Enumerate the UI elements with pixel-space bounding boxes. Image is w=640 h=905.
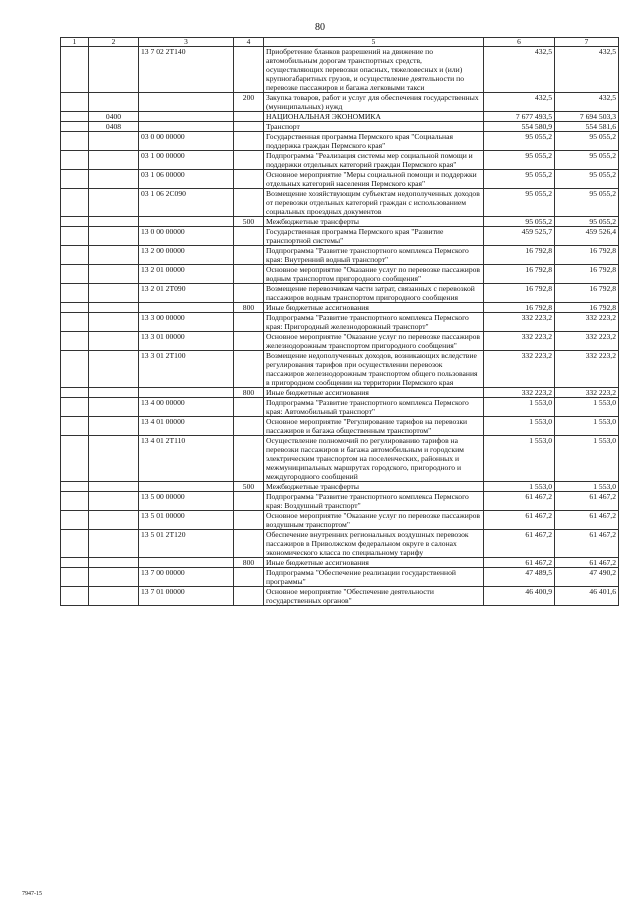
cell-expense-type [234, 587, 264, 606]
column-header: 7 [555, 38, 619, 47]
cell-description: Возмещение недополученных доходов, возникающих вследствие регулирования тарифов при осуществлении перевозок пассажиров железнодорожным транспортом общего пользования в пригородном сообщении на территории Пермского края [264, 351, 484, 388]
cell-description: Подпрограмма "Развитие транспортного комплекса Пермского края: Воздушный транспорт" [264, 492, 484, 511]
cell-expense-type: 200 [234, 93, 264, 112]
table-row [61, 93, 619, 112]
cell-description: Межбюджетные трансферты [264, 482, 484, 492]
cell-target-article: 13 4 00 00000 [139, 398, 234, 417]
cell-description: Государственная программа Пермского края "Развитие транспортной системы" [264, 227, 484, 246]
cell-amount-year2: 61 467,2 [555, 558, 619, 568]
cell-subsection [89, 189, 139, 217]
table-row [61, 388, 619, 398]
cell-target-article: 03 1 06 2С090 [139, 189, 234, 217]
cell-description: Основное мероприятие "Обеспечение деятельности государственных органов" [264, 587, 484, 606]
table-row [61, 284, 619, 303]
cell-amount-year2: 95 055,2 [555, 189, 619, 217]
cell-subsection: 0408 [89, 122, 139, 132]
cell-subsection [89, 132, 139, 151]
cell-expense-type [234, 398, 264, 417]
cell-expense-type [234, 417, 264, 436]
table-row [61, 112, 619, 122]
cell-amount-year1: 432,5 [484, 47, 555, 93]
cell-amount-year2: 16 792,8 [555, 265, 619, 284]
cell-description: Возмещение перевозчикам части затрат, связанных с перевозкой пассажиров водным транспортом пригородного сообщения [264, 284, 484, 303]
cell-amount-year1: 61 467,2 [484, 511, 555, 530]
budget-table [60, 37, 619, 606]
cell-expense-type [234, 47, 264, 93]
cell-description: Основное мероприятие "Оказание услуг по перевозке пассажиров водным транспортом пригородного сообщения" [264, 265, 484, 284]
table-row [61, 132, 619, 151]
cell-amount-year1: 16 792,8 [484, 246, 555, 265]
cell-description: Основное мероприятие "Регулирование тарифов на перевозки пассажиров и багажа общественным транспортом" [264, 417, 484, 436]
table-row [61, 398, 619, 417]
cell-amount-year2: 332 223,2 [555, 388, 619, 398]
table-row [61, 189, 619, 217]
cell-subsection [89, 151, 139, 170]
table-row [61, 122, 619, 132]
cell-amount-year2: 332 223,2 [555, 313, 619, 332]
cell-expense-type [234, 132, 264, 151]
cell-amount-year1: 1 553,0 [484, 482, 555, 492]
table-row [61, 568, 619, 587]
cell-amount-year2: 1 553,0 [555, 436, 619, 482]
cell-amount-year2: 16 792,8 [555, 303, 619, 313]
cell-subsection [89, 284, 139, 303]
cell-amount-year2: 1 553,0 [555, 398, 619, 417]
cell-description: Основное мероприятие "Оказание услуг по перевозке пассажиров железнодорожным транспортом пригородного сообщения" [264, 332, 484, 351]
cell-description: Иные бюджетные ассигнования [264, 558, 484, 568]
cell-amount-year1: 47 489,5 [484, 568, 555, 587]
cell-amount-year1: 95 055,2 [484, 189, 555, 217]
cell-amount-year1: 95 055,2 [484, 170, 555, 189]
cell-subsection [89, 587, 139, 606]
table-row [61, 313, 619, 332]
table-row [61, 227, 619, 246]
cell-description: Закупка товаров, работ и услуг для обеспечения государственных (муниципальных) нужд [264, 93, 484, 112]
cell-amount-year1: 459 525,7 [484, 227, 555, 246]
cell-section [61, 492, 89, 511]
cell-amount-year1: 554 580,9 [484, 122, 555, 132]
table-row [61, 436, 619, 482]
cell-target-article: 13 4 01 00000 [139, 417, 234, 436]
table-header-row [61, 38, 619, 47]
cell-section [61, 227, 89, 246]
cell-section [61, 398, 89, 417]
cell-amount-year1: 1 553,0 [484, 436, 555, 482]
cell-target-article: 13 5 00 00000 [139, 492, 234, 511]
table-row [61, 170, 619, 189]
cell-expense-type [234, 170, 264, 189]
cell-amount-year2: 61 467,2 [555, 530, 619, 558]
cell-section [61, 265, 89, 284]
cell-expense-type [234, 265, 264, 284]
cell-description: Подпрограмма "Обеспечение реализации государственной программы" [264, 568, 484, 587]
cell-description: Подпрограмма "Развитие транспортного комплекса Пермского края: Внутренний водный транспорт" [264, 246, 484, 265]
cell-target-article [139, 112, 234, 122]
cell-section [61, 284, 89, 303]
table-row [61, 482, 619, 492]
cell-amount-year1: 95 055,2 [484, 132, 555, 151]
cell-expense-type: 800 [234, 303, 264, 313]
cell-subsection [89, 351, 139, 388]
cell-amount-year2: 61 467,2 [555, 511, 619, 530]
cell-section [61, 530, 89, 558]
cell-amount-year2: 7 694 503,3 [555, 112, 619, 122]
table-row [61, 351, 619, 388]
cell-subsection [89, 398, 139, 417]
cell-amount-year2: 1 553,0 [555, 482, 619, 492]
cell-section [61, 217, 89, 227]
cell-subsection [89, 332, 139, 351]
cell-amount-year2: 47 490,2 [555, 568, 619, 587]
cell-subsection [89, 417, 139, 436]
cell-section [61, 132, 89, 151]
cell-description: Подпрограмма "Реализация системы мер социальной помощи и поддержки отдельных категорий граждан Пермского края" [264, 151, 484, 170]
cell-target-article: 13 4 01 2Т110 [139, 436, 234, 482]
cell-target-article: 13 2 00 00000 [139, 246, 234, 265]
cell-subsection [89, 217, 139, 227]
cell-subsection [89, 170, 139, 189]
column-header: 4 [234, 38, 264, 47]
cell-amount-year1: 46 400,9 [484, 587, 555, 606]
cell-subsection: 0400 [89, 112, 139, 122]
cell-subsection [89, 492, 139, 511]
cell-section [61, 482, 89, 492]
column-header: 5 [264, 38, 484, 47]
cell-amount-year2: 46 401,6 [555, 587, 619, 606]
cell-target-article [139, 122, 234, 132]
cell-description: НАЦИОНАЛЬНАЯ ЭКОНОМИКА [264, 112, 484, 122]
cell-section [61, 151, 89, 170]
cell-amount-year1: 61 467,2 [484, 492, 555, 511]
cell-section [61, 568, 89, 587]
cell-subsection [89, 558, 139, 568]
table-row [61, 417, 619, 436]
cell-target-article: 03 0 00 00000 [139, 132, 234, 151]
cell-amount-year2: 332 223,2 [555, 332, 619, 351]
table-row [61, 558, 619, 568]
cell-subsection [89, 313, 139, 332]
cell-description: Транспорт [264, 122, 484, 132]
table-row [61, 47, 619, 93]
cell-description: Осуществление полномочий по регулированию тарифов на перевозки пассажиров и багажа автомобильным и городским электрическим транспортом на поселенческих, районных и межмуниципальных маршрутах городского, пригородного и междугородного сообщений [264, 436, 484, 482]
cell-target-article [139, 93, 234, 112]
column-header: 3 [139, 38, 234, 47]
cell-section [61, 313, 89, 332]
cell-target-article: 13 0 00 00000 [139, 227, 234, 246]
page-number: 80 [315, 22, 325, 33]
cell-expense-type [234, 246, 264, 265]
cell-description: Приобретение бланков разрешений на движение по автомобильным дорогам транспортных средств, осуществляющих перевозки опасных, тяжеловесных и (или) крупногабаритных грузов, и осуществление деятельности по перевозке пассажиров и багажа легковыми такси [264, 47, 484, 93]
cell-target-article: 13 3 00 00000 [139, 313, 234, 332]
cell-amount-year2: 432,5 [555, 47, 619, 93]
cell-amount-year1: 332 223,2 [484, 388, 555, 398]
table-row [61, 492, 619, 511]
cell-section [61, 303, 89, 313]
cell-amount-year1: 332 223,2 [484, 332, 555, 351]
cell-description: Основное мероприятие "Меры социальной помощи и поддержки отдельных категорий населения Пермского края" [264, 170, 484, 189]
cell-amount-year1: 7 677 493,5 [484, 112, 555, 122]
cell-subsection [89, 246, 139, 265]
cell-expense-type: 500 [234, 482, 264, 492]
cell-amount-year2: 459 526,4 [555, 227, 619, 246]
cell-amount-year2: 554 581,6 [555, 122, 619, 132]
cell-expense-type [234, 568, 264, 587]
table-row [61, 303, 619, 313]
cell-expense-type: 800 [234, 558, 264, 568]
cell-target-article: 03 1 06 00000 [139, 170, 234, 189]
cell-target-article: 13 7 01 00000 [139, 587, 234, 606]
cell-amount-year2: 16 792,8 [555, 284, 619, 303]
cell-expense-type: 500 [234, 217, 264, 227]
table-row [61, 332, 619, 351]
cell-target-article [139, 482, 234, 492]
cell-amount-year1: 1 553,0 [484, 398, 555, 417]
cell-description: Основное мероприятие "Оказание услуг по перевозке пассажиров воздушным транспортом" [264, 511, 484, 530]
cell-subsection [89, 568, 139, 587]
cell-target-article: 13 5 01 2Т120 [139, 530, 234, 558]
cell-description: Межбюджетные трансферты [264, 217, 484, 227]
cell-amount-year1: 1 553,0 [484, 417, 555, 436]
cell-amount-year1: 332 223,2 [484, 351, 555, 388]
cell-section [61, 511, 89, 530]
cell-expense-type [234, 511, 264, 530]
cell-amount-year2: 95 055,2 [555, 170, 619, 189]
cell-description: Государственная программа Пермского края "Социальная поддержка граждан Пермского края" [264, 132, 484, 151]
cell-amount-year1: 95 055,2 [484, 217, 555, 227]
cell-subsection [89, 436, 139, 482]
cell-expense-type [234, 313, 264, 332]
cell-amount-year2: 332 223,2 [555, 351, 619, 388]
cell-amount-year1: 61 467,2 [484, 558, 555, 568]
cell-expense-type [234, 284, 264, 303]
table-row [61, 246, 619, 265]
cell-section [61, 587, 89, 606]
cell-section [61, 558, 89, 568]
cell-target-article: 13 2 01 2Т090 [139, 284, 234, 303]
cell-subsection [89, 227, 139, 246]
cell-expense-type [234, 492, 264, 511]
cell-subsection [89, 511, 139, 530]
cell-section [61, 436, 89, 482]
column-header: 1 [61, 38, 89, 47]
cell-expense-type [234, 151, 264, 170]
cell-description: Возмещение хозяйствующим субъектам недополученных доходов от перевозки отдельных категорий граждан с использованием социальных проездных документов [264, 189, 484, 217]
cell-target-article: 13 5 01 00000 [139, 511, 234, 530]
cell-amount-year2: 95 055,2 [555, 151, 619, 170]
cell-subsection [89, 93, 139, 112]
cell-amount-year1: 332 223,2 [484, 313, 555, 332]
cell-target-article [139, 388, 234, 398]
cell-description: Подпрограмма "Развитие транспортного комплекса Пермского края: Автомобильный транспорт" [264, 398, 484, 417]
cell-amount-year1: 61 467,2 [484, 530, 555, 558]
cell-amount-year2: 16 792,8 [555, 246, 619, 265]
cell-target-article: 13 3 01 2Т100 [139, 351, 234, 388]
cell-description: Иные бюджетные ассигнования [264, 388, 484, 398]
cell-expense-type [234, 122, 264, 132]
cell-section [61, 332, 89, 351]
cell-target-article [139, 558, 234, 568]
cell-section [61, 170, 89, 189]
cell-target-article: 13 2 01 00000 [139, 265, 234, 284]
cell-section [61, 122, 89, 132]
cell-section [61, 112, 89, 122]
cell-target-article: 03 1 00 00000 [139, 151, 234, 170]
cell-amount-year2: 95 055,2 [555, 132, 619, 151]
cell-subsection [89, 530, 139, 558]
cell-description: Подпрограмма "Развитие транспортного комплекса Пермского края: Пригородный железнодорожный транспорт" [264, 313, 484, 332]
cell-target-article [139, 217, 234, 227]
cell-section [61, 189, 89, 217]
cell-subsection [89, 303, 139, 313]
cell-section [61, 93, 89, 112]
cell-expense-type [234, 332, 264, 351]
column-header: 6 [484, 38, 555, 47]
cell-subsection [89, 482, 139, 492]
column-header: 2 [89, 38, 139, 47]
cell-amount-year1: 16 792,8 [484, 265, 555, 284]
cell-amount-year2: 61 467,2 [555, 492, 619, 511]
cell-target-article: 13 3 01 00000 [139, 332, 234, 351]
cell-expense-type [234, 227, 264, 246]
cell-section [61, 388, 89, 398]
cell-target-article: 13 7 00 00000 [139, 568, 234, 587]
cell-amount-year1: 95 055,2 [484, 151, 555, 170]
cell-amount-year1: 16 792,8 [484, 284, 555, 303]
cell-section [61, 417, 89, 436]
cell-section [61, 47, 89, 93]
cell-target-article: 13 7 02 2Т140 [139, 47, 234, 93]
cell-expense-type [234, 189, 264, 217]
cell-target-article [139, 303, 234, 313]
cell-expense-type: 800 [234, 388, 264, 398]
cell-description: Иные бюджетные ассигнования [264, 303, 484, 313]
cell-subsection [89, 47, 139, 93]
cell-expense-type [234, 530, 264, 558]
cell-amount-year1: 16 792,8 [484, 303, 555, 313]
cell-description: Обеспечение внутренних региональных воздушных перевозок пассажиров в Приволжском федеральном округе в салонах экономического класса по специальному тарифу [264, 530, 484, 558]
table-row [61, 530, 619, 558]
table-row [61, 587, 619, 606]
table-row [61, 217, 619, 227]
table-row [61, 151, 619, 170]
cell-section [61, 351, 89, 388]
cell-expense-type [234, 112, 264, 122]
cell-subsection [89, 265, 139, 284]
cell-amount-year1: 432,5 [484, 93, 555, 112]
table-row [61, 511, 619, 530]
cell-section [61, 246, 89, 265]
cell-amount-year2: 432,5 [555, 93, 619, 112]
cell-subsection [89, 388, 139, 398]
cell-amount-year2: 95 055,2 [555, 217, 619, 227]
table-row [61, 265, 619, 284]
cell-amount-year2: 1 553,0 [555, 417, 619, 436]
cell-expense-type [234, 351, 264, 388]
footer-code: 7947-15 [22, 891, 42, 897]
table-body [61, 47, 619, 606]
cell-expense-type [234, 436, 264, 482]
